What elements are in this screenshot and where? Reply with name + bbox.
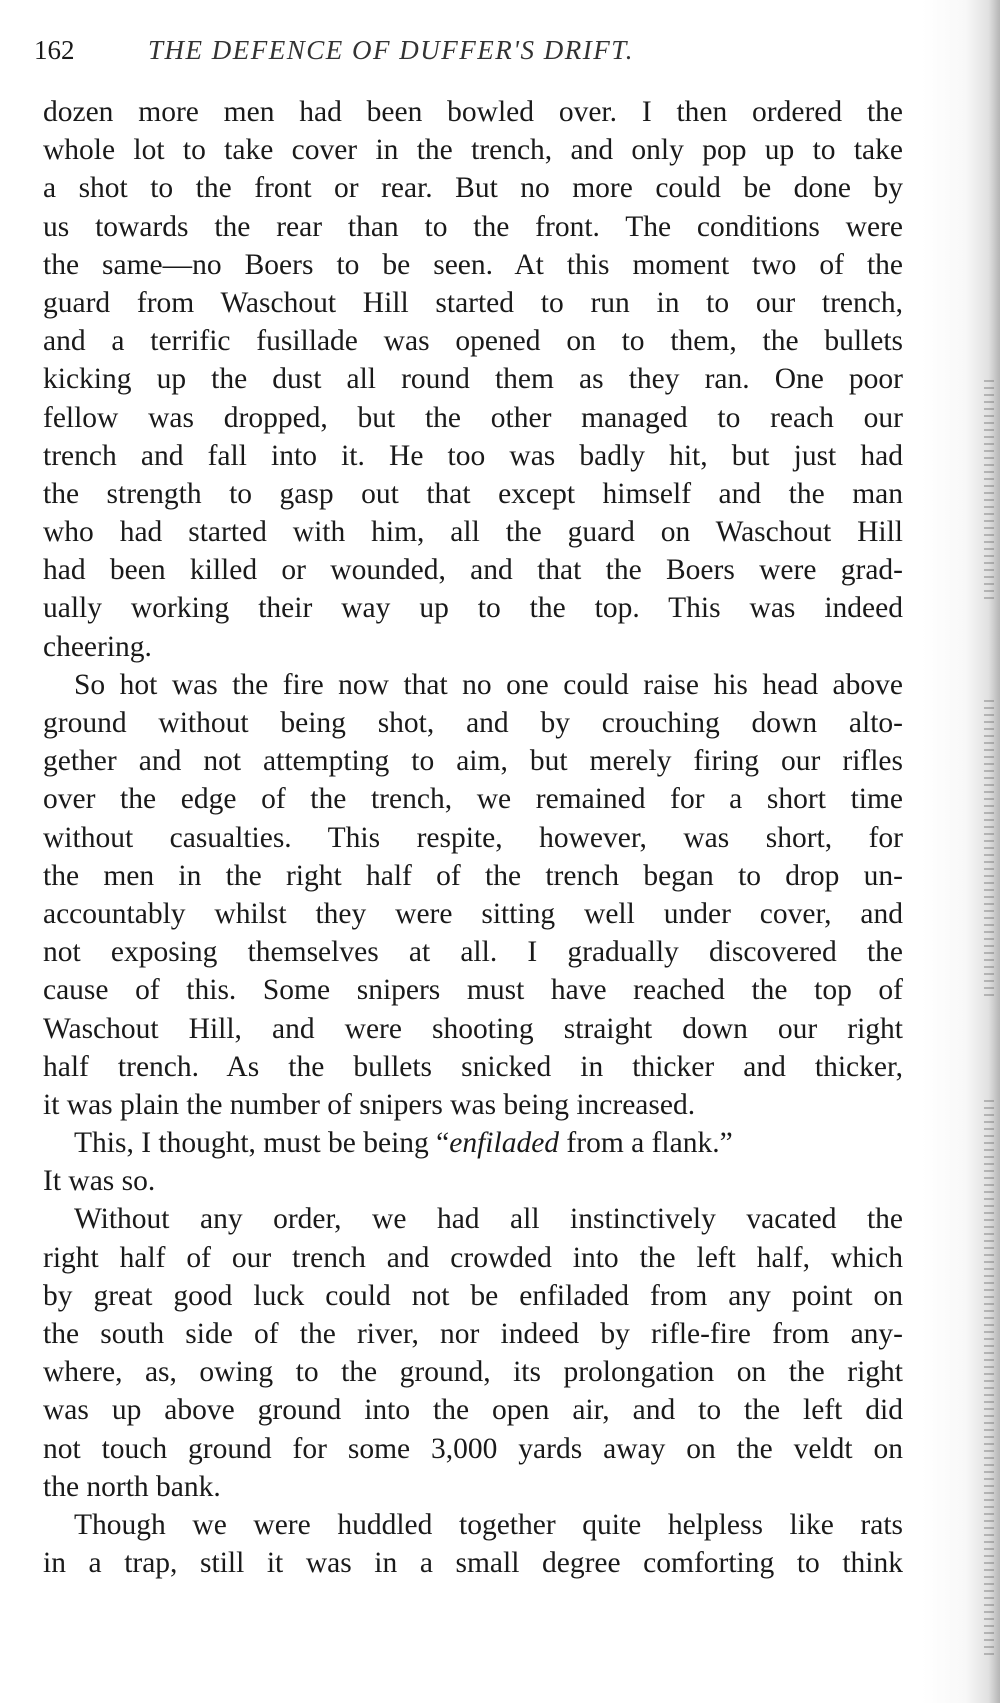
- paragraph-start-line: [43, 1124, 903, 1162]
- text-line: without casualties. This respite, however, was short, for: [43, 821, 903, 854]
- paragraph-start-line: Without any order, we had all instinctively vacated the: [74, 1203, 903, 1236]
- text-line: in a trap, still it was in a small degree comforting to think: [43, 1547, 903, 1580]
- text-line: not exposing themselves at all. I gradually discovered the: [43, 936, 903, 969]
- text-line: where, as, owing to the ground, its prolongation on the right: [43, 1356, 903, 1389]
- text-line: over the edge of the trench, we remained for a short time: [43, 783, 903, 816]
- text-line: not touch ground for some 3,000 yards away on the veldt on: [43, 1432, 903, 1465]
- running-head: [34, 30, 904, 70]
- text-body: [43, 93, 903, 1582]
- text-line: us towards the rear than to the front. The conditions were: [43, 210, 903, 243]
- text-line: had been killed or wounded, and that the Boers were grad-: [43, 554, 903, 587]
- text-line: the same—no Boers to be seen. At this moment two of the: [43, 248, 903, 281]
- scan-speckle: [984, 380, 994, 600]
- text-line: the strength to gasp out that except himself and the man: [43, 477, 903, 510]
- italic-term: enfiladed: [449, 1127, 560, 1160]
- text-line: the south side of the river, nor indeed by rifle-fire from any-: [43, 1318, 903, 1350]
- text-line: the north bank.: [43, 1470, 221, 1503]
- text-line: fellow was dropped, but the other managed to reach our: [43, 401, 903, 434]
- text-fragment: from a flank.”: [559, 1127, 733, 1160]
- text-line: whole lot to take cover in the trench, and only pop up to take: [43, 134, 903, 167]
- scan-speckle: [984, 1100, 994, 1660]
- text-line: ground without being shot, and by crouching down alto-: [43, 707, 903, 739]
- text-line: cause of this. Some snipers must have reached the top of: [43, 974, 903, 1007]
- text-line: who had started with him, all the guard on Waschout Hill: [43, 516, 903, 549]
- text-fragment: This, I thought, must be being “: [74, 1127, 450, 1160]
- paragraph-start-line: So hot was the fire now that no one could raise his head above: [74, 668, 903, 701]
- paragraph-start-line: Though we were huddled together quite helpless like rats: [74, 1508, 903, 1541]
- text-line: Waschout Hill, and were shooting straight down our right: [43, 1012, 903, 1045]
- text-line: by great good luck could not be enfiladed from any point on: [43, 1279, 903, 1312]
- text-line: dozen more men had been bowled over. I then ordered the: [43, 96, 903, 128]
- text-line: accountably whilst they were sitting well under cover, and: [43, 897, 903, 930]
- text-line: the men in the right half of the trench began to drop un-: [43, 859, 903, 892]
- text-line: kicking up the dust all round them as they ran. One poor: [43, 363, 903, 396]
- text-line: It was so.: [43, 1165, 156, 1198]
- text-line: guard from Waschout Hill started to run in to our trench,: [43, 286, 903, 319]
- text-line: half trench. As the bullets snicked in thicker and thicker,: [43, 1050, 903, 1083]
- page-number: 162: [34, 35, 75, 65]
- text-line: it was plain the number of snipers was being increased.: [43, 1088, 696, 1121]
- text-line: cheering.: [43, 630, 152, 663]
- text-line: right half of our trench and crowded into the left half, which: [43, 1241, 903, 1274]
- scan-speckle: [984, 700, 994, 1000]
- text-line: and a terrific fusillade was opened on to them, the bullets: [43, 325, 903, 358]
- running-title: THE DEFENCE OF DUFFER'S DRIFT.: [148, 35, 634, 65]
- scan-edge-shadow: [922, 0, 1000, 1703]
- text-line: ually working their way up to the top. This was indeed: [43, 592, 903, 625]
- text-line: trench and fall into it. He too was badly hit, but just had: [43, 439, 903, 472]
- text-line: was up above ground into the open air, and to the left did: [43, 1394, 903, 1427]
- text-line: gether and not attempting to aim, but merely firing our rifles: [43, 745, 903, 778]
- text-line: a shot to the front or rear. But no more could be done by: [43, 172, 903, 205]
